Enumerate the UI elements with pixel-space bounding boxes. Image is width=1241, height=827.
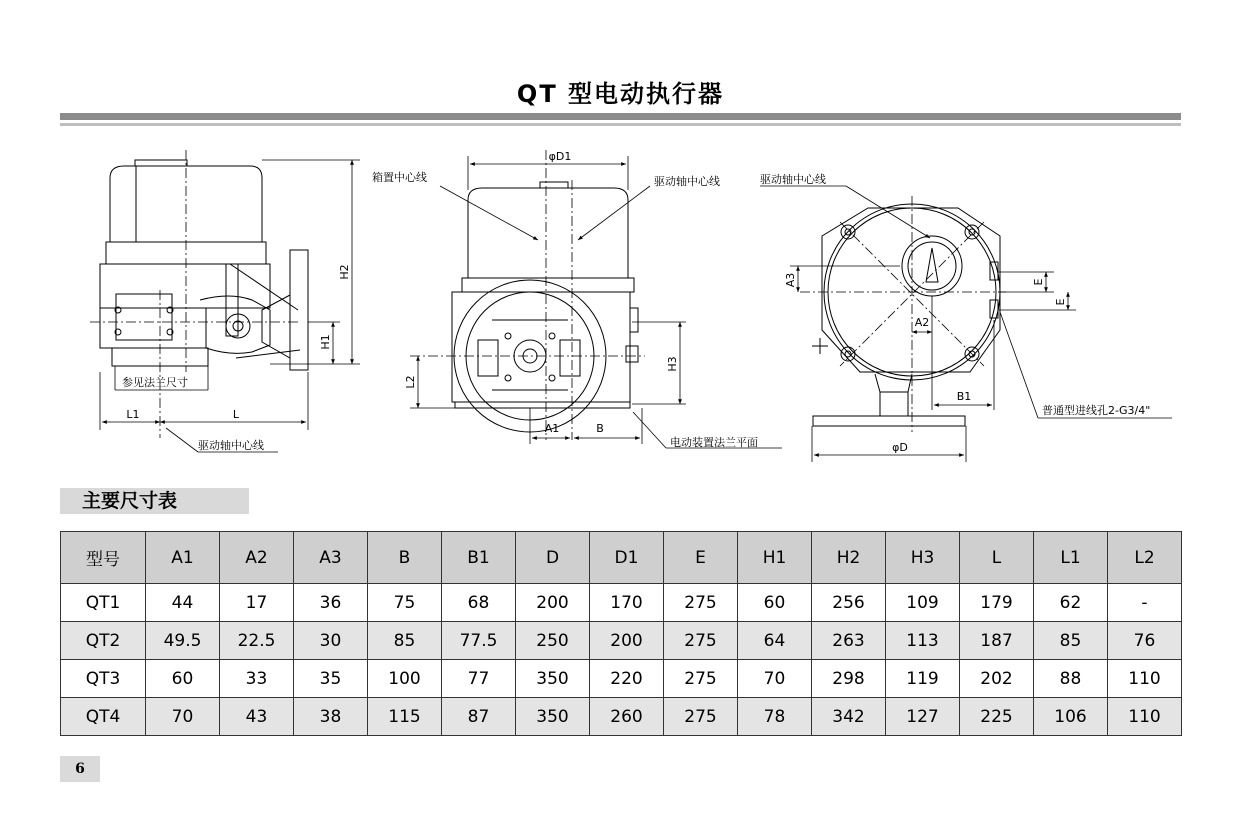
table-cell: QT3 <box>61 660 146 698</box>
table-cell: QT1 <box>61 584 146 622</box>
table-cell: 260 <box>590 698 664 736</box>
header-cell: E <box>664 532 738 584</box>
header-rule-thin <box>60 123 1181 126</box>
front-view-centerlines <box>410 150 645 440</box>
table-cell: 85 <box>1034 622 1108 660</box>
dimension-drawing <box>0 140 1241 470</box>
header-cell: L2 <box>1108 532 1182 584</box>
header-cell: A1 <box>146 532 220 584</box>
table-cell: 77 <box>442 660 516 698</box>
header-cell: D1 <box>590 532 664 584</box>
table-cell: 187 <box>960 622 1034 660</box>
header-cell: H2 <box>812 532 886 584</box>
table-cell: 200 <box>590 622 664 660</box>
dim-label-d: φD <box>892 441 908 454</box>
header-cell: B <box>368 532 442 584</box>
table-cell: 298 <box>812 660 886 698</box>
front-view <box>452 182 638 432</box>
dimension-table <box>60 531 1182 736</box>
header-cell: A3 <box>294 532 368 584</box>
table-cell: 60 <box>146 660 220 698</box>
table-row <box>61 584 1182 622</box>
table-cell: 76 <box>1108 622 1182 660</box>
dim-label-a1: A1 <box>544 422 560 435</box>
header-cell: H3 <box>886 532 960 584</box>
header-cell: 型号 <box>61 532 146 584</box>
table-cell: 100 <box>368 660 442 698</box>
table-cell: 225 <box>960 698 1034 736</box>
table-cell: 33 <box>220 660 294 698</box>
table-cell: 36 <box>294 584 368 622</box>
callout-cable-entry: 普通型进线孔2-G3/4" <box>1042 404 1151 417</box>
table-cell: 110 <box>1108 698 1182 736</box>
table-cell: 256 <box>812 584 886 622</box>
callout-flange-ref: 参见法兰尺寸 <box>122 376 188 389</box>
dim-label-h1: H1 <box>319 334 332 350</box>
table-cell: 87 <box>442 698 516 736</box>
table-cell: 275 <box>664 622 738 660</box>
table-cell: 22.5 <box>220 622 294 660</box>
table-cell: 350 <box>516 660 590 698</box>
section-title: 主要尺寸表 <box>60 488 249 514</box>
dim-label-h3: H3 <box>666 356 679 372</box>
table-cell: 170 <box>590 584 664 622</box>
table-cell: 127 <box>886 698 960 736</box>
dim-label-l2: L2 <box>404 375 417 389</box>
table-cell: 342 <box>812 698 886 736</box>
table-cell: 263 <box>812 622 886 660</box>
dim-label-h2: H2 <box>338 264 351 280</box>
dim-label-b: B <box>596 422 604 435</box>
dim-label-d1: φD1 <box>548 150 572 163</box>
dim-label-e-upper: E <box>1032 278 1045 286</box>
table-cell: 64 <box>738 622 812 660</box>
table-cell: 70 <box>146 698 220 736</box>
page-number: 6 <box>60 756 100 782</box>
table-cell: 202 <box>960 660 1034 698</box>
table-cell: 85 <box>368 622 442 660</box>
callout-mount-flange-plane: 电动装置法兰平面 <box>670 436 758 449</box>
callout-drive-shaft-middle: 驱动轴中心线 <box>654 175 720 188</box>
table-cell: 220 <box>590 660 664 698</box>
table-cell: 115 <box>368 698 442 736</box>
table-cell: 106 <box>1034 698 1108 736</box>
header-cell: L1 <box>1034 532 1108 584</box>
top-view <box>812 204 1000 426</box>
dim-label-a3: A3 <box>784 272 797 288</box>
table-cell: 275 <box>664 660 738 698</box>
dim-label-e-lower: E <box>1054 298 1067 306</box>
table-header-row <box>61 532 1182 584</box>
table-cell: 109 <box>886 584 960 622</box>
table-cell: 113 <box>886 622 960 660</box>
table-cell: 200 <box>516 584 590 622</box>
table-cell: - <box>1108 584 1182 622</box>
table-cell: 30 <box>294 622 368 660</box>
table-cell: 275 <box>664 584 738 622</box>
table-cell: 75 <box>368 584 442 622</box>
table-cell: 38 <box>294 698 368 736</box>
dim-label-a2: A2 <box>914 316 930 329</box>
table-cell: 250 <box>516 622 590 660</box>
table-cell: 62 <box>1034 584 1108 622</box>
header-cell: A2 <box>220 532 294 584</box>
table-cell: 179 <box>960 584 1034 622</box>
front-view-dimensions <box>410 156 782 448</box>
table-cell: 17 <box>220 584 294 622</box>
table-cell: 77.5 <box>442 622 516 660</box>
callout-box-center-line: 箱置中心线 <box>372 171 427 184</box>
table-cell: QT2 <box>61 622 146 660</box>
table-row <box>61 660 1182 698</box>
callout-drive-shaft-left: 驱动轴中心线 <box>198 439 264 452</box>
callout-drive-shaft-right: 驱动轴中心线 <box>760 173 826 186</box>
header-cell: H1 <box>738 532 812 584</box>
table-cell: 68 <box>442 584 516 622</box>
dim-label-b1: B1 <box>956 390 972 403</box>
page-title: QT 型电动执行器 <box>516 80 725 108</box>
table-cell: 35 <box>294 660 368 698</box>
dim-label-l: L <box>232 408 240 421</box>
table-row <box>61 698 1182 736</box>
table-cell: 49.5 <box>146 622 220 660</box>
table-cell: 78 <box>738 698 812 736</box>
side-view <box>100 160 308 370</box>
table-cell: 44 <box>146 584 220 622</box>
table-cell: 275 <box>664 698 738 736</box>
header-cell: D <box>516 532 590 584</box>
table-row <box>61 622 1182 660</box>
table-cell: QT4 <box>61 698 146 736</box>
table-cell: 110 <box>1108 660 1182 698</box>
header-cell: B1 <box>442 532 516 584</box>
header-cell: L <box>960 532 1034 584</box>
table-cell: 350 <box>516 698 590 736</box>
header-rule-thick <box>60 113 1181 120</box>
table-cell: 60 <box>738 584 812 622</box>
table-cell: 43 <box>220 698 294 736</box>
table-cell: 119 <box>886 660 960 698</box>
table-cell: 88 <box>1034 660 1108 698</box>
dim-label-l1: L1 <box>126 408 140 421</box>
table-cell: 70 <box>738 660 812 698</box>
